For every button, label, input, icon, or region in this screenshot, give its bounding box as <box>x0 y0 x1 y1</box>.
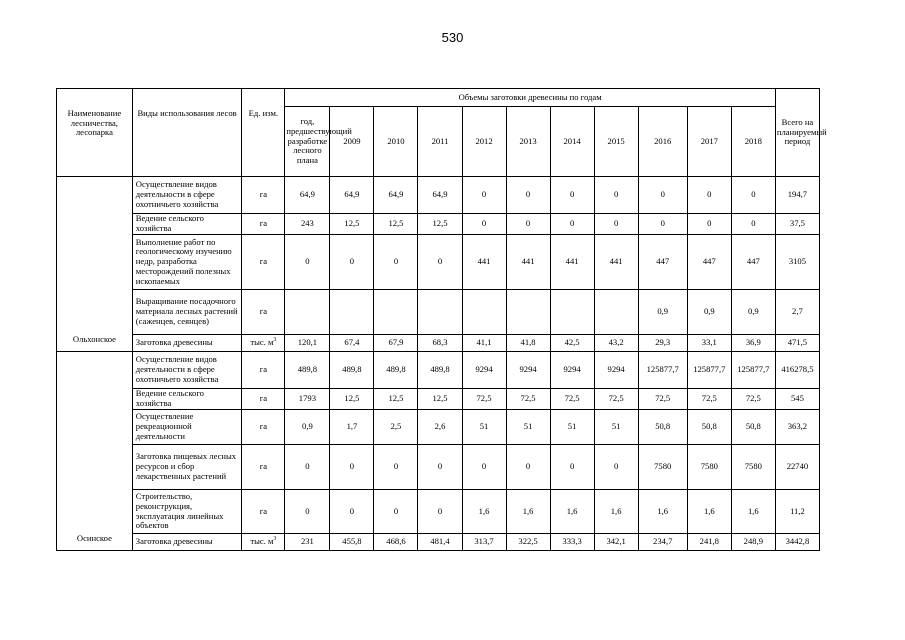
value-cell: 0 <box>330 490 374 534</box>
value-cell: 0 <box>687 177 731 214</box>
value-cell: 0 <box>330 235 374 290</box>
value-cell: 0 <box>462 214 506 235</box>
header-year-2018: 2018 <box>731 107 775 177</box>
total-cell: 194,7 <box>775 177 819 214</box>
value-cell: 7580 <box>687 445 731 490</box>
header-prev-year: год, предшествующий разработке лесного плана <box>285 107 330 177</box>
value-cell: 0 <box>731 214 775 235</box>
unit-cell <box>242 352 285 389</box>
forestry-name-cell <box>57 490 133 534</box>
unit-superscript: 3 <box>273 337 277 344</box>
header-year-2011: 2011 <box>418 107 462 177</box>
value-cell: 313,7 <box>462 534 506 551</box>
value-cell: 0 <box>330 445 374 490</box>
value-cell <box>550 290 594 335</box>
page-number: 530 <box>441 30 464 45</box>
value-cell: 120,1 <box>285 335 330 352</box>
forest-use-cell: Выполнение работ по геологическому изучению недр, разработка месторождений полезных ископаемых <box>132 235 242 290</box>
value-cell: 455,8 <box>330 534 374 551</box>
value-cell: 2,6 <box>418 410 462 445</box>
value-cell: 0 <box>462 177 506 214</box>
value-cell: 0 <box>638 214 687 235</box>
value-cell: 447 <box>638 235 687 290</box>
header-year-2010: 2010 <box>374 107 418 177</box>
table-row <box>57 235 820 290</box>
total-cell: 545 <box>775 389 819 410</box>
unit-cell <box>242 290 285 335</box>
value-cell: 64,9 <box>374 177 418 214</box>
forest-use-cell: Осуществление видов деятельности в сфере охотничьего хозяйства <box>132 352 242 389</box>
total-cell: 22740 <box>775 445 819 490</box>
value-cell: 0 <box>374 235 418 290</box>
unit-text: тыс. м <box>250 337 274 348</box>
table-row <box>57 290 820 335</box>
total-cell: 363,2 <box>775 410 819 445</box>
value-cell: 72,5 <box>594 389 638 410</box>
value-cell: 64,9 <box>330 177 374 214</box>
value-cell: 234,7 <box>638 534 687 551</box>
value-cell: 1,6 <box>550 490 594 534</box>
value-cell: 43,2 <box>594 335 638 352</box>
value-cell: 64,9 <box>418 177 462 214</box>
value-cell: 231 <box>285 534 330 551</box>
unit-cell <box>242 534 285 551</box>
header-forestry: Наименование лесничества, лесопарка <box>57 89 133 177</box>
header-total: Всего на планируемый период <box>775 89 819 177</box>
forest-use-cell: Строительство, реконструкция, эксплуатация линейных объектов <box>132 490 242 534</box>
unit-cell <box>242 235 285 290</box>
value-cell: 489,8 <box>374 352 418 389</box>
value-cell: 1,7 <box>330 410 374 445</box>
value-cell: 9294 <box>594 352 638 389</box>
value-cell: 0 <box>462 445 506 490</box>
value-cell: 243 <box>285 214 330 235</box>
value-cell: 447 <box>731 235 775 290</box>
forestry-name-cell <box>57 352 133 389</box>
value-cell: 0 <box>594 214 638 235</box>
value-cell: 0,9 <box>285 410 330 445</box>
value-cell: 0 <box>731 177 775 214</box>
forestry-name-cell <box>57 235 133 290</box>
value-cell: 248,9 <box>731 534 775 551</box>
value-cell <box>374 290 418 335</box>
header-unit: Ед. изм. <box>242 89 285 177</box>
unit-superscript: 3 <box>273 536 277 543</box>
table-row <box>57 214 820 235</box>
value-cell: 67,4 <box>330 335 374 352</box>
value-cell: 2,5 <box>374 410 418 445</box>
unit-text: га <box>259 505 268 516</box>
forestry-name-cell <box>57 445 133 490</box>
value-cell: 72,5 <box>638 389 687 410</box>
value-cell: 481,4 <box>418 534 462 551</box>
total-cell: 471,5 <box>775 335 819 352</box>
value-cell: 1,6 <box>638 490 687 534</box>
value-cell: 0,9 <box>731 290 775 335</box>
table-row <box>57 389 820 410</box>
value-cell: 125877,7 <box>731 352 775 389</box>
header-year-2016: 2016 <box>638 107 687 177</box>
value-cell: 1793 <box>285 389 330 410</box>
value-cell: 241,8 <box>687 534 731 551</box>
value-cell: 0 <box>285 235 330 290</box>
value-cell: 0 <box>550 214 594 235</box>
value-cell: 0 <box>550 177 594 214</box>
table-row <box>57 352 820 389</box>
unit-cell <box>242 445 285 490</box>
value-cell: 0 <box>638 177 687 214</box>
value-cell: 51 <box>550 410 594 445</box>
table-row <box>57 445 820 490</box>
forest-use-cell: Осуществление видов деятельности в сфере охотничьего хозяйства <box>132 177 242 214</box>
value-cell: 68,3 <box>418 335 462 352</box>
forestry-name-cell <box>57 290 133 335</box>
value-cell: 36,9 <box>731 335 775 352</box>
value-cell: 342,1 <box>594 534 638 551</box>
value-cell: 468,6 <box>374 534 418 551</box>
value-cell <box>330 290 374 335</box>
unit-text: га <box>259 189 268 200</box>
value-cell: 9294 <box>550 352 594 389</box>
value-cell: 50,8 <box>731 410 775 445</box>
value-cell: 12,5 <box>418 214 462 235</box>
unit-cell <box>242 410 285 445</box>
table-row <box>57 177 820 214</box>
value-cell: 72,5 <box>506 389 550 410</box>
header-forest-uses: Виды использования лесов <box>132 89 242 177</box>
value-cell: 0 <box>418 235 462 290</box>
value-cell: 7580 <box>731 445 775 490</box>
value-cell: 72,5 <box>550 389 594 410</box>
value-cell: 1,6 <box>462 490 506 534</box>
unit-text: га <box>259 218 268 229</box>
value-cell: 12,5 <box>374 389 418 410</box>
unit-text: га <box>259 421 268 432</box>
harvest-table-wrapper <box>56 88 827 551</box>
unit-cell <box>242 177 285 214</box>
value-cell: 1,6 <box>594 490 638 534</box>
table-row <box>57 534 820 551</box>
value-cell: 72,5 <box>462 389 506 410</box>
unit-cell <box>242 389 285 410</box>
unit-text: тыс. м <box>250 536 274 547</box>
value-cell: 51 <box>506 410 550 445</box>
value-cell: 72,5 <box>687 389 731 410</box>
total-cell: 37,5 <box>775 214 819 235</box>
unit-text: га <box>259 393 268 404</box>
value-cell: 0 <box>594 177 638 214</box>
value-cell: 0 <box>418 490 462 534</box>
unit-cell <box>242 214 285 235</box>
header-year-2015: 2015 <box>594 107 638 177</box>
forestry-name-cell <box>57 410 133 445</box>
value-cell: 489,8 <box>285 352 330 389</box>
total-cell: 416278,5 <box>775 352 819 389</box>
value-cell: 9294 <box>462 352 506 389</box>
value-cell: 0 <box>506 177 550 214</box>
value-cell: 72,5 <box>731 389 775 410</box>
value-cell: 125877,7 <box>687 352 731 389</box>
value-cell: 67,9 <box>374 335 418 352</box>
value-cell: 12,5 <box>374 214 418 235</box>
header-year-2014: 2014 <box>550 107 594 177</box>
table-row <box>57 335 820 352</box>
value-cell: 0 <box>506 445 550 490</box>
table-row <box>57 410 820 445</box>
total-cell: 3105 <box>775 235 819 290</box>
unit-text: га <box>259 256 268 267</box>
value-cell: 64,9 <box>285 177 330 214</box>
forest-use-cell: Заготовка древесины <box>132 534 242 551</box>
value-cell: 0,9 <box>687 290 731 335</box>
value-cell: 0 <box>594 445 638 490</box>
table-header <box>57 89 827 177</box>
value-cell: 29,3 <box>638 335 687 352</box>
value-cell <box>462 290 506 335</box>
unit-text: га <box>259 364 268 375</box>
forest-use-cell: Ведение сельского хозяйства <box>132 214 242 235</box>
value-cell: 441 <box>594 235 638 290</box>
value-cell: 51 <box>462 410 506 445</box>
value-cell: 1,6 <box>506 490 550 534</box>
unit-text: га <box>259 461 268 472</box>
value-cell: 0 <box>418 445 462 490</box>
value-cell: 51 <box>594 410 638 445</box>
forest-use-cell: Заготовка пищевых лесных ресурсов и сбор лекарственных растений <box>132 445 242 490</box>
value-cell: 41,8 <box>506 335 550 352</box>
unit-cell <box>242 335 285 352</box>
value-cell: 441 <box>506 235 550 290</box>
value-cell: 50,8 <box>687 410 731 445</box>
value-cell: 0 <box>506 214 550 235</box>
value-cell: 1,6 <box>731 490 775 534</box>
forestry-name-cell <box>57 214 133 235</box>
value-cell: 33,1 <box>687 335 731 352</box>
value-cell: 125877,7 <box>638 352 687 389</box>
value-cell: 9294 <box>506 352 550 389</box>
unit-text: га <box>259 306 268 317</box>
forest-use-cell: Выращивание посадочного материала лесных растений (саженцев, сеянцев) <box>132 290 242 335</box>
value-cell <box>285 290 330 335</box>
header-year-2009: 2009 <box>330 107 374 177</box>
forestry-name-cell: Ольхонское <box>57 335 133 352</box>
value-cell: 50,8 <box>638 410 687 445</box>
value-cell: 0 <box>374 445 418 490</box>
total-cell: 3442,8 <box>775 534 819 551</box>
header-year-2013: 2013 <box>506 107 550 177</box>
value-cell: 12,5 <box>330 214 374 235</box>
value-cell: 0 <box>687 214 731 235</box>
value-cell <box>418 290 462 335</box>
forestry-name-cell <box>57 389 133 410</box>
table-body <box>57 177 820 551</box>
value-cell: 0,9 <box>638 290 687 335</box>
forest-use-cell: Ведение сельского хозяйства <box>132 389 242 410</box>
forestry-name-cell: Осинское <box>57 534 133 551</box>
value-cell: 42,5 <box>550 335 594 352</box>
harvest-volumes-table <box>56 88 827 551</box>
header-year-2012: 2012 <box>462 107 506 177</box>
total-cell: 2,7 <box>775 290 819 335</box>
forest-use-cell: Заготовка древесины <box>132 335 242 352</box>
value-cell: 0 <box>374 490 418 534</box>
value-cell: 12,5 <box>418 389 462 410</box>
header-volumes-group: Объемы заготовки древесины по годам <box>285 89 776 107</box>
header-year-2017: 2017 <box>687 107 731 177</box>
total-cell: 11,2 <box>775 490 819 534</box>
value-cell: 447 <box>687 235 731 290</box>
value-cell: 441 <box>550 235 594 290</box>
value-cell: 12,5 <box>330 389 374 410</box>
forest-use-cell: Осуществление рекреационной деятельности <box>132 410 242 445</box>
value-cell: 489,8 <box>330 352 374 389</box>
value-cell: 0 <box>550 445 594 490</box>
value-cell: 489,8 <box>418 352 462 389</box>
value-cell <box>594 290 638 335</box>
value-cell: 441 <box>462 235 506 290</box>
forestry-name-cell <box>57 177 133 214</box>
value-cell: 1,6 <box>687 490 731 534</box>
value-cell <box>506 290 550 335</box>
value-cell: 0 <box>285 490 330 534</box>
unit-cell <box>242 490 285 534</box>
value-cell: 333,3 <box>550 534 594 551</box>
value-cell: 41,1 <box>462 335 506 352</box>
value-cell: 322,5 <box>506 534 550 551</box>
value-cell: 0 <box>285 445 330 490</box>
value-cell: 7580 <box>638 445 687 490</box>
table-row <box>57 490 820 534</box>
